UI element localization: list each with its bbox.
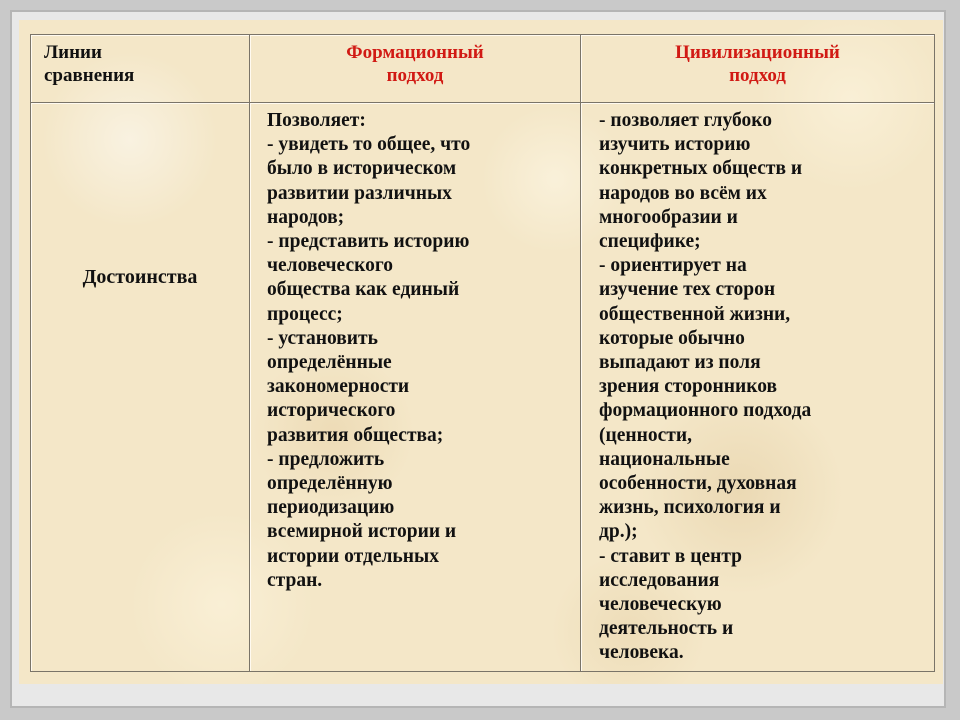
header-col1-line: сравнения	[44, 65, 135, 86]
civilization-line: формационного подхода	[599, 400, 812, 422]
table-row-advantages	[31, 103, 935, 672]
header-col3-line: подход	[729, 65, 786, 86]
civilization-line: многообразии и	[599, 206, 738, 228]
formation-line: периодизацию	[267, 497, 395, 519]
civilization-line: общественной жизни,	[599, 303, 791, 325]
civilization-line: исследования	[599, 569, 720, 591]
formation-line: было в историческом	[267, 158, 457, 180]
formation-line: исторического	[267, 400, 396, 422]
formation-line: общества как единый	[267, 279, 460, 301]
formation-line: процесс;	[267, 303, 343, 325]
header-col1-line: Линии	[44, 42, 102, 63]
formation-line: развитии различных	[267, 182, 452, 204]
civilization-line: специфике;	[599, 231, 701, 253]
civilization-line: народов во всём их	[599, 182, 767, 204]
header-col3-line: Цивилизационный	[675, 42, 840, 63]
header-formation-approach	[250, 35, 581, 103]
civilization-line: человеческую	[599, 594, 722, 616]
formation-line: определённую	[267, 473, 393, 495]
civilization-line: (ценности,	[599, 424, 692, 446]
civilization-advantages-cell	[581, 103, 935, 672]
civilization-line: выпадают из поля	[599, 352, 761, 374]
header-col2-line: Формационный	[346, 42, 484, 63]
formation-line: развития общества;	[267, 424, 444, 446]
header-comparison-lines	[31, 35, 250, 103]
civilization-line: изучить историю	[599, 134, 751, 156]
formation-line: - установить	[267, 327, 378, 349]
civilization-line: конкретных обществ и	[599, 158, 803, 180]
civilization-line: особенности, духовная	[599, 473, 797, 495]
civilization-line: изучение тех сторон	[599, 279, 776, 301]
formation-line: Позволяет:	[267, 110, 366, 131]
formation-line: - предложить	[267, 448, 385, 470]
formation-advantages-cell	[250, 103, 581, 672]
table-header-row	[31, 35, 935, 103]
header-civilization-approach	[581, 35, 935, 103]
civilization-line: национальные	[599, 448, 730, 470]
formation-line: - представить историю	[267, 231, 470, 253]
header-col2-line: подход	[386, 65, 444, 86]
civilization-line: зрения сторонников	[599, 376, 778, 398]
civilization-line: - ориентирует на	[599, 255, 747, 277]
formation-line: человеческого	[267, 255, 393, 277]
civilization-line: - позволяет глубоко	[599, 110, 772, 131]
formation-line: определённые	[267, 352, 392, 374]
civilization-line: др.);	[599, 521, 638, 543]
formation-line: стран.	[267, 569, 323, 591]
formation-line: истории отдельных	[267, 545, 439, 567]
civilization-line: - ставит в центр	[599, 545, 743, 567]
civilization-line: деятельность и	[599, 618, 734, 640]
civilization-line: жизнь, психология и	[599, 497, 781, 519]
row-label-cell	[31, 103, 250, 672]
row-label-advantages: Достоинства	[82, 265, 198, 288]
formation-line: всемирной истории и	[267, 521, 457, 543]
civilization-line: человека.	[599, 642, 684, 664]
civilization-line: которые обычно	[599, 327, 745, 349]
comparison-table	[30, 34, 935, 672]
formation-line: закономерности	[267, 376, 410, 398]
formation-line: народов;	[267, 206, 345, 228]
formation-line: - увидеть то общее, что	[267, 134, 471, 156]
